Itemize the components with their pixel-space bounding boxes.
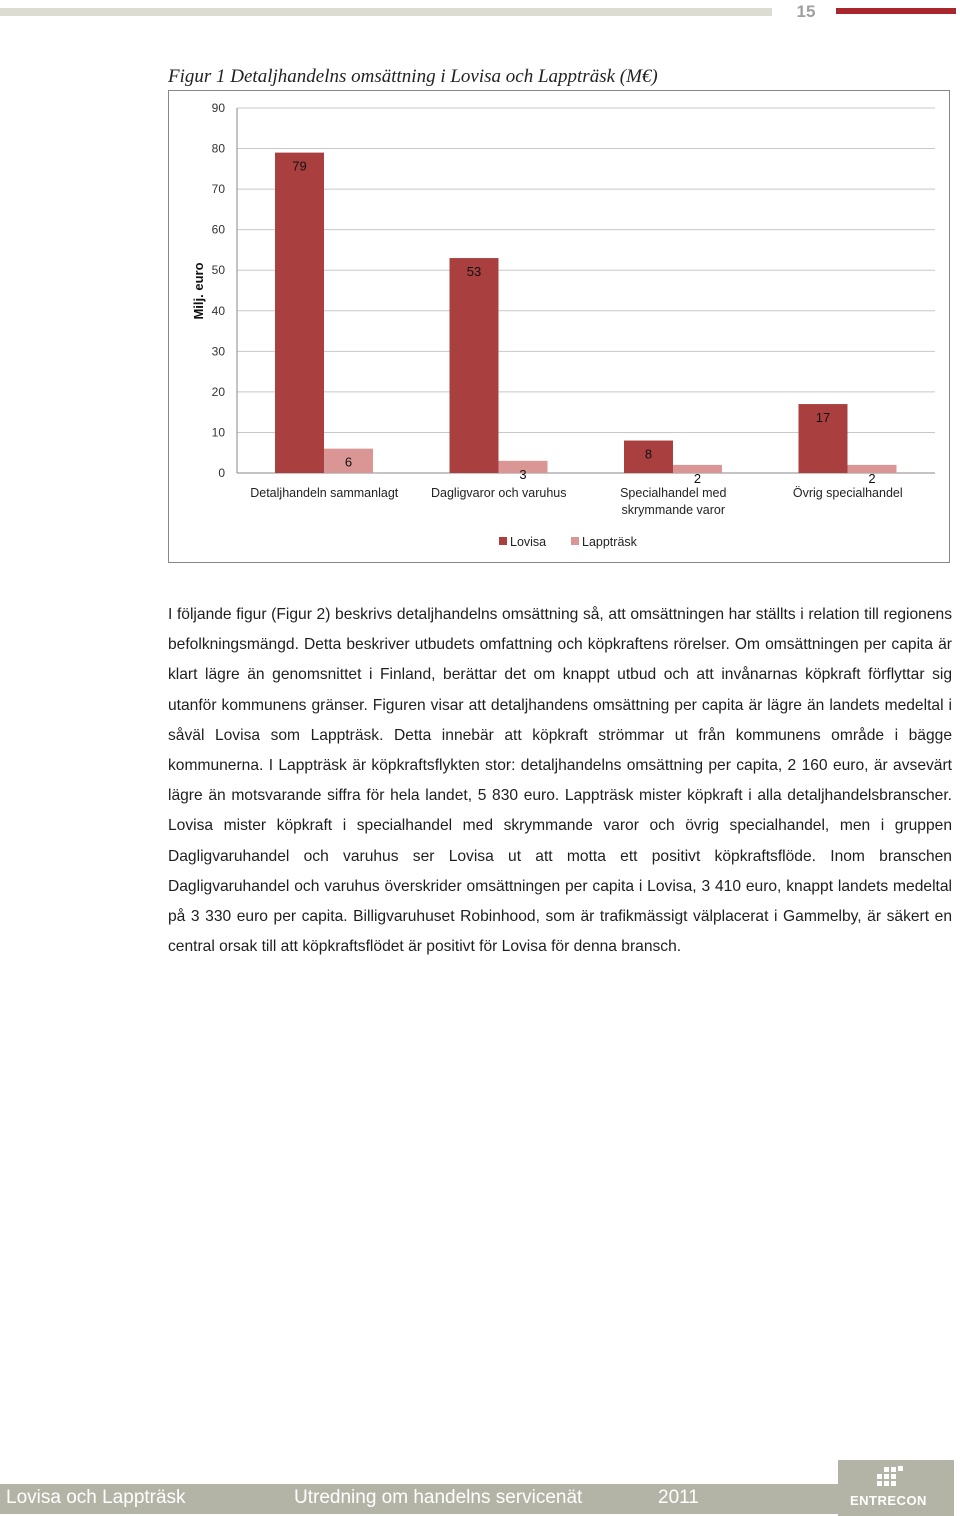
bar [450,258,499,473]
data-label: 17 [815,410,831,426]
category-label: Övrig specialhandel [792,486,903,500]
figure-caption: Figur 1 Detaljhandelns omsättning i Lovisa och Lappträsk (M€) [168,66,658,87]
header-rule-left [0,8,772,16]
bar [275,153,324,473]
data-label: 8 [644,446,653,462]
y-tick-label: 30 [211,344,225,359]
footer-title: Lovisa och Lappträsk [6,1487,186,1508]
bar-chart [169,91,949,562]
chart-frame [168,90,950,563]
page-number: 15 [796,2,816,21]
data-label: 53 [466,264,482,280]
footer-logo-text: ENTRECON [850,1493,927,1508]
y-tick-label: 0 [218,466,225,480]
data-label: 2 [693,470,702,486]
y-tick-label: 60 [211,222,225,237]
y-tick-label: 50 [211,263,225,278]
legend-label: Lovisa [510,535,547,549]
y-tick-label: 70 [211,182,225,197]
category-label: skrymmande varor [621,503,725,517]
footer-year: 2011 [658,1487,699,1508]
body-paragraph: I följande figur (Figur 2) beskrivs detaljhandelns omsättning så, att omsättningen har ställts i relation till regionens befolkningsmängd. Detta beskriver utbudets omfattning och köpkraftens rörelser. Om omsättningen per capita är klart lägre än genomsnittet i Finland, berättar det om knappt utbud och att invånarnas köpkraft förflyttar sig utanför kommunens gränser. Figuren visar att detaljhandens omsättning per capita är lägre än landets medeltal i såväl Lovisa som Lappträsk. Detta innebär att köpkraft strömmar ut från kommunens område i bägge kommunerna. I Lappträsk är köpkraftsflykten stor: detaljhandelns omsättning per capita, 2 160 euro, är avsevärt lägre än motsvarande siffra för hela landet, 5 830 euro. Lappträsk mister köpkraft i alla detaljhandelsbranscher. Lovisa mister köpkraft i specialhandel med skrymmande varor och övrig specialhandel, men i gruppen Dagligvaruhandel och varuhus ser Lovisa ut att motta ett positivt köpkraftsflöde. Inom branschen Dagligvaruhandel och varuhus överskrider omsättningen per capita i Lovisa, 3 410 euro, knappt landets medeltal på 3 330 euro per capita. Billigvaruhuset Robinhood, som är trafikmässigt välplacerat i Gammelby, är säkert en central orsak till att köpkraftsflödet är positivt för Lovisa för denna bransch. [168,606,952,956]
data-label: 3 [519,466,527,482]
data-label: 6 [344,454,353,470]
legend-swatch [571,537,579,545]
y-tick-label: 80 [211,141,225,156]
legend-label: Lappträsk [582,535,637,549]
y-tick-label: 20 [211,384,225,399]
footer-subtitle: Utredning om handelns servicenät [294,1487,583,1508]
entrecon-logo-icon [877,1466,905,1490]
category-label: Detaljhandeln sammanlagt [250,486,399,500]
y-tick-label: 40 [211,303,225,318]
data-label: 79 [292,158,307,174]
legend-swatch [499,537,507,545]
y-tick-label: 90 [211,101,225,115]
y-tick-label: 10 [211,425,225,440]
data-label: 2 [868,470,876,486]
header-rule-right [836,8,956,14]
y-axis-label: Milj. euro [191,262,206,320]
category-label: Specialhandel med [620,486,727,500]
category-label: Dagligvaror och varuhus [431,486,567,500]
